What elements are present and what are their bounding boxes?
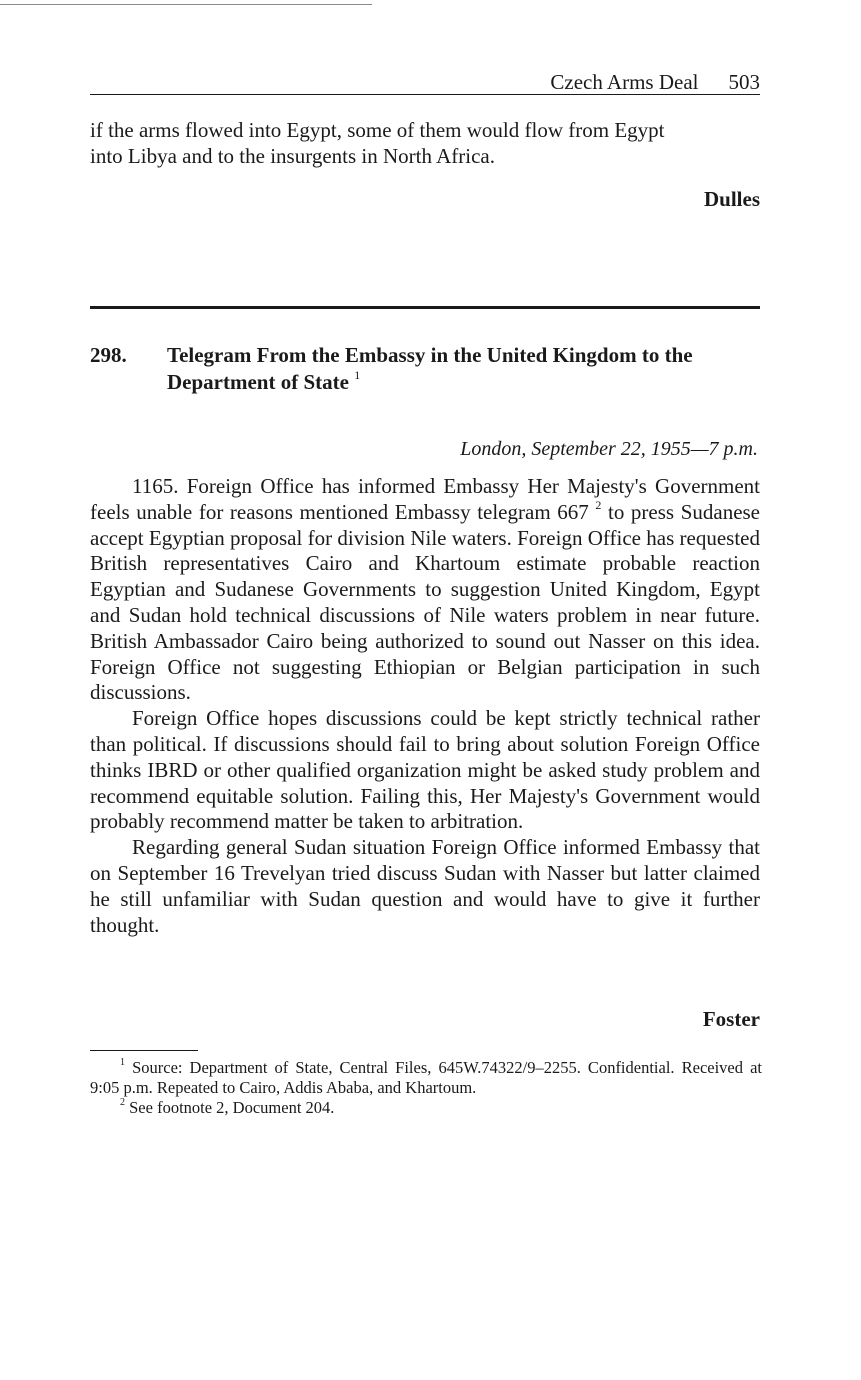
footnote-divider [90, 1050, 198, 1051]
section-divider [90, 306, 760, 309]
telegram-body [90, 474, 760, 938]
signature-foster: Foster [702, 1007, 760, 1031]
document-title-text: Telegram From the Embassy in the United Kingdom to the Department of State [167, 343, 693, 394]
footnote-ref-2: 2 [595, 497, 602, 512]
paragraph-1-text-a: 1165. Foreign Office has informed Embassy Her Majesty's Government feels unable for reasons mentioned Embassy telegram 667 [90, 474, 760, 524]
document-number: 298. [90, 343, 127, 367]
document-heading [90, 342, 760, 396]
previous-document-continuation [90, 118, 760, 170]
footnote-ref-1: 1 [354, 368, 361, 382]
scan-edge-line [0, 4, 372, 5]
paragraph-3: Regarding general Sudan situation Foreign Office informed Embassy that on September 16 Trevelyan tried discuss Sudan with Nasser but latter claimed he still unfamiliar with Sudan question and would have to give it further thought. [90, 835, 760, 937]
footnote-2 [90, 1098, 762, 1118]
document-title [167, 342, 760, 396]
footnote-1-text: Source: Department of State, Central Files, 645W.74322/9–2255. Confidential. Received at 9:05 p.m. Repeated to Cairo, Addis Ababa, and Khartoum. [90, 1058, 762, 1097]
continuation-line: if the arms flowed into Egypt, some of them would flow from Egypt [90, 118, 665, 142]
footnotes [90, 1058, 762, 1118]
paragraph-2: Foreign Office hopes discussions could be kept strictly technical rather than political. If discussions should fail to bring about solution Foreign Office thinks IBRD or other qualified organization might be asked study problem and recommend equitable solution. Failing this, Her Majesty's Government would probably recommend matter be taken to arbitration. [90, 706, 760, 834]
paragraph-1 [90, 474, 760, 706]
footnote-2-marker: 2 [120, 1096, 125, 1108]
running-head [90, 70, 760, 95]
running-head-title: Czech Arms Deal [550, 70, 699, 94]
footnote-1-marker: 1 [120, 1056, 125, 1068]
paragraph-1-text-b: to press Sudanese accept Egyptian proposal for division Nile waters. Foreign Office has requested British representatives Cairo and Khartoum estimate probable reaction Egyptian and Sudanese Governments to suggestion United Kingdom, Egypt and Sudan hold technical discussions of Nile waters problem in near future. British Ambassador Cairo being authorized to sound out Nasser on this idea. Foreign Office not suggesting Ethiopian or Belgian participation in such discussions. [90, 499, 761, 705]
page-number: 503 [728, 70, 760, 94]
footnote-1 [90, 1058, 762, 1098]
continuation-line: into Libya and to the insurgents in North Africa. [90, 143, 495, 168]
signature-dulles: Dulles [703, 187, 760, 211]
footnote-2-text: See footnote 2, Document 204. [129, 1098, 335, 1117]
dateline: London, September 22, 1955—7 p.m. [460, 438, 758, 460]
